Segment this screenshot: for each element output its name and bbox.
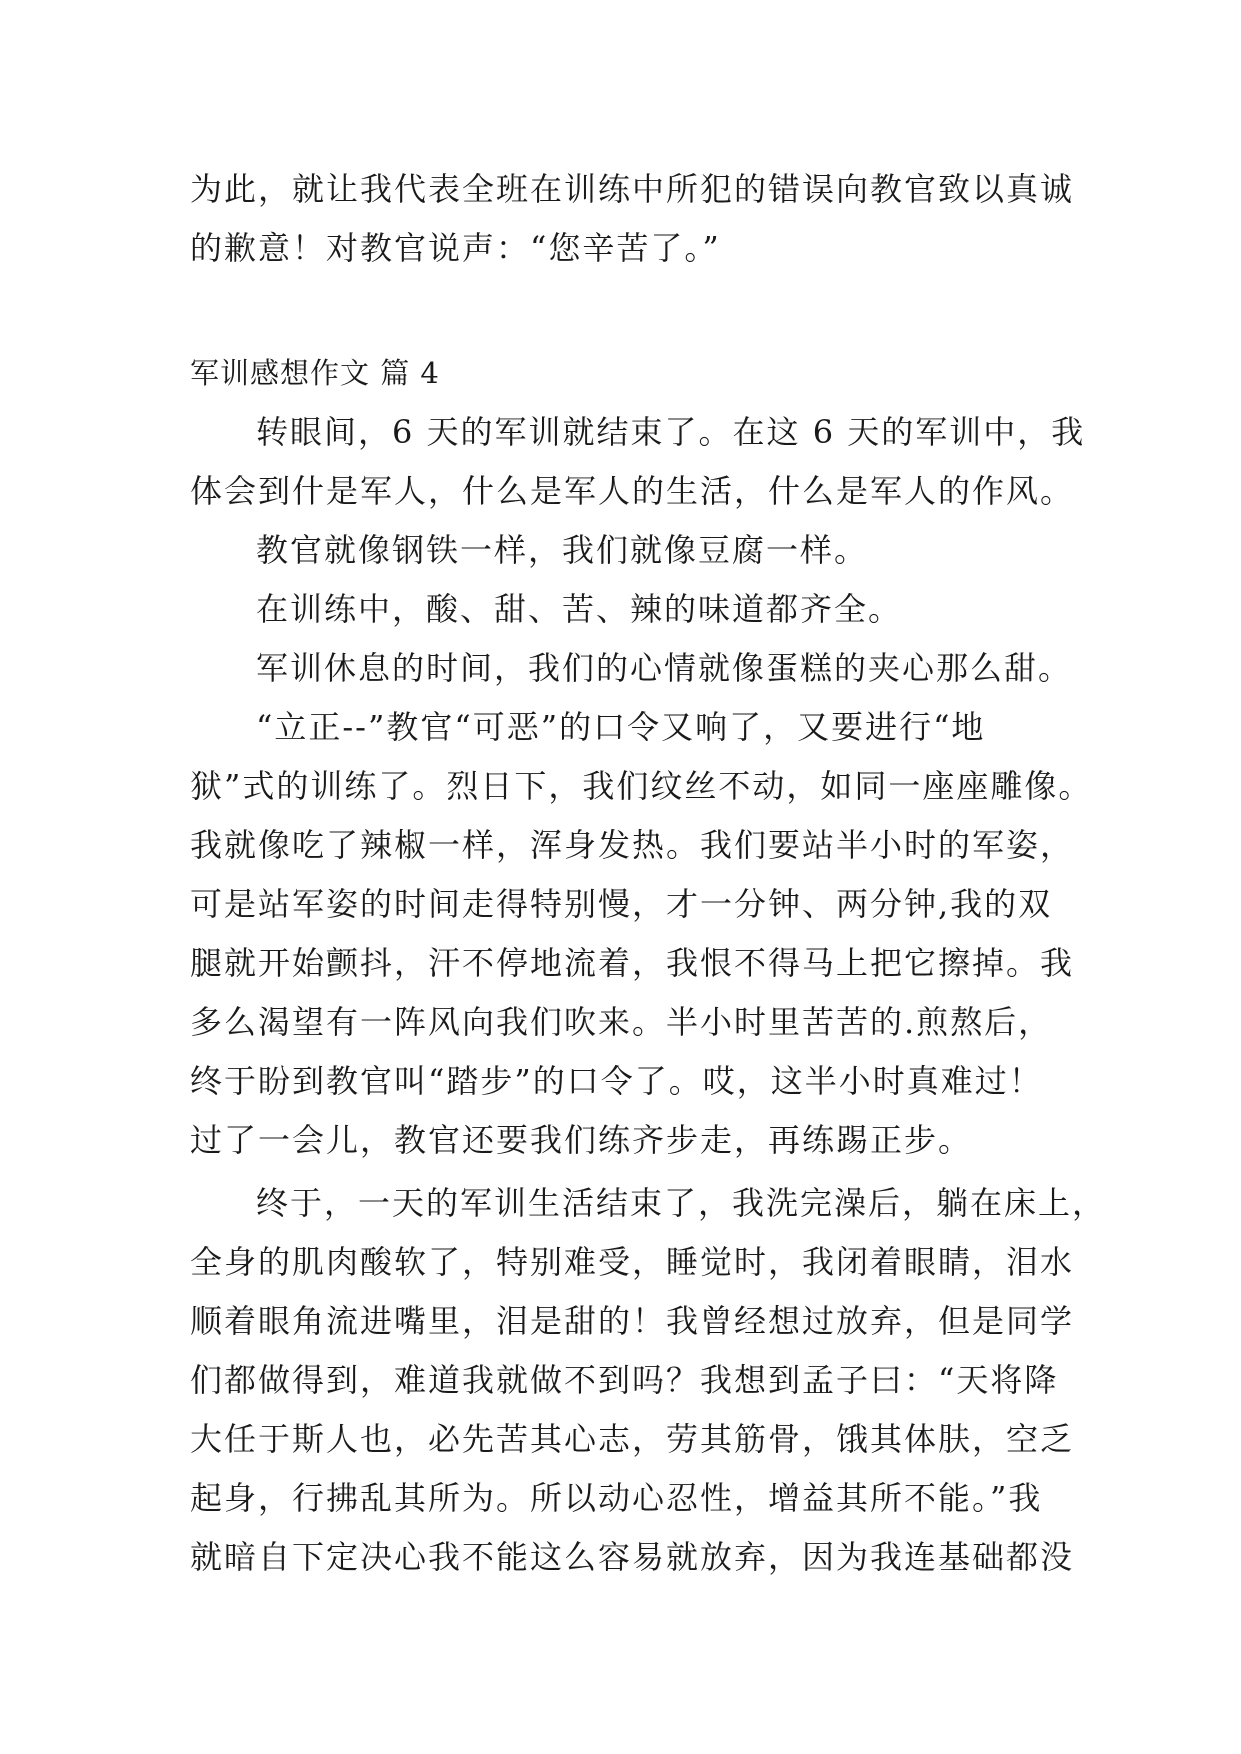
- section-title: 军训感想作文 篇 4: [190, 356, 440, 390]
- text-line: 腿就开始颤抖，汗不停地流着，我恨不得马上把它擦掉。我: [190, 944, 1075, 982]
- text-line: 在训练中，酸、甜、苦、辣的味道都齐全。: [256, 590, 903, 628]
- text-line: 可是站军姿的时间走得特别慢，才一分钟、两分钟,我的双: [190, 885, 1053, 923]
- paragraph: [190, 698, 1093, 1170]
- paragraph: [190, 1174, 1107, 1587]
- text-line: 的歉意！对教官说声：“您辛苦了。”: [190, 229, 721, 267]
- text-line: 全身的肌肉酸软了，特别难受，睡觉时，我闭着眼睛，泪水: [190, 1243, 1075, 1281]
- text-line: 就暗自下定决心我不能这么容易就放弃，因为我连基础都没: [190, 1538, 1075, 1576]
- paragraph: [190, 580, 1070, 639]
- text-line: 体会到什是军人，什么是军人的生活，什么是军人的作风。: [190, 472, 1075, 510]
- document-body: [190, 160, 1107, 1587]
- text-line: 多么渴望有一阵风向我们吹来。半小时里苦苦的.煎熬后，: [190, 1003, 1053, 1041]
- text-line: 狱”式的训练了。烈日下，我们纹丝不动，如同一座座雕像。: [190, 767, 1093, 805]
- text-line: 顺着眼角流进嘴里，泪是甜的！我曾经想过放弃，但是同学: [190, 1302, 1075, 1340]
- text-line: 过了一会儿，教官还要我们练齐步走，再练踢正步。: [190, 1121, 973, 1159]
- paragraph: [190, 403, 1086, 521]
- text-line: 军训休息的时间，我们的心情就像蛋糕的夹心那么甜。: [256, 649, 1073, 687]
- text-line: 教官就像钢铁一样，我们就像豆腐一样。: [256, 531, 869, 569]
- text-line: 终于，一天的军训生活结束了，我洗完澡后，躺在床上，: [256, 1184, 1107, 1222]
- text-line: 终于盼到教官叫“踏步”的口令了。哎，这半小时真难过！: [190, 1062, 1043, 1100]
- paragraph-gap: [190, 278, 1070, 344]
- text-line: 们都做得到，难道我就做不到吗？我想到孟子曰：“天将降: [190, 1361, 1059, 1399]
- text-line: 起身，行拂乱其所为。所以动心忍性，增益其所不能。”我: [190, 1479, 1043, 1517]
- paragraph: [190, 521, 1070, 580]
- paragraph: [190, 639, 1073, 698]
- text-line: 转眼间，6 天的军训就结束了。在这 6 天的军训中，我: [256, 413, 1086, 451]
- previous-paragraph-end: [190, 160, 1075, 278]
- text-line: 大任于斯人也，必先苦其心志，劳其筋骨，饿其体肤，空乏: [190, 1420, 1075, 1458]
- text-line: 为此，就让我代表全班在训练中所犯的错误向教官致以真诚: [190, 170, 1075, 208]
- text-line: “立正--”教官“可恶”的口令又响了，又要进行“地: [256, 708, 986, 746]
- text-line: 我就像吃了辣椒一样，浑身发热。我们要站半小时的军姿，: [190, 826, 1075, 864]
